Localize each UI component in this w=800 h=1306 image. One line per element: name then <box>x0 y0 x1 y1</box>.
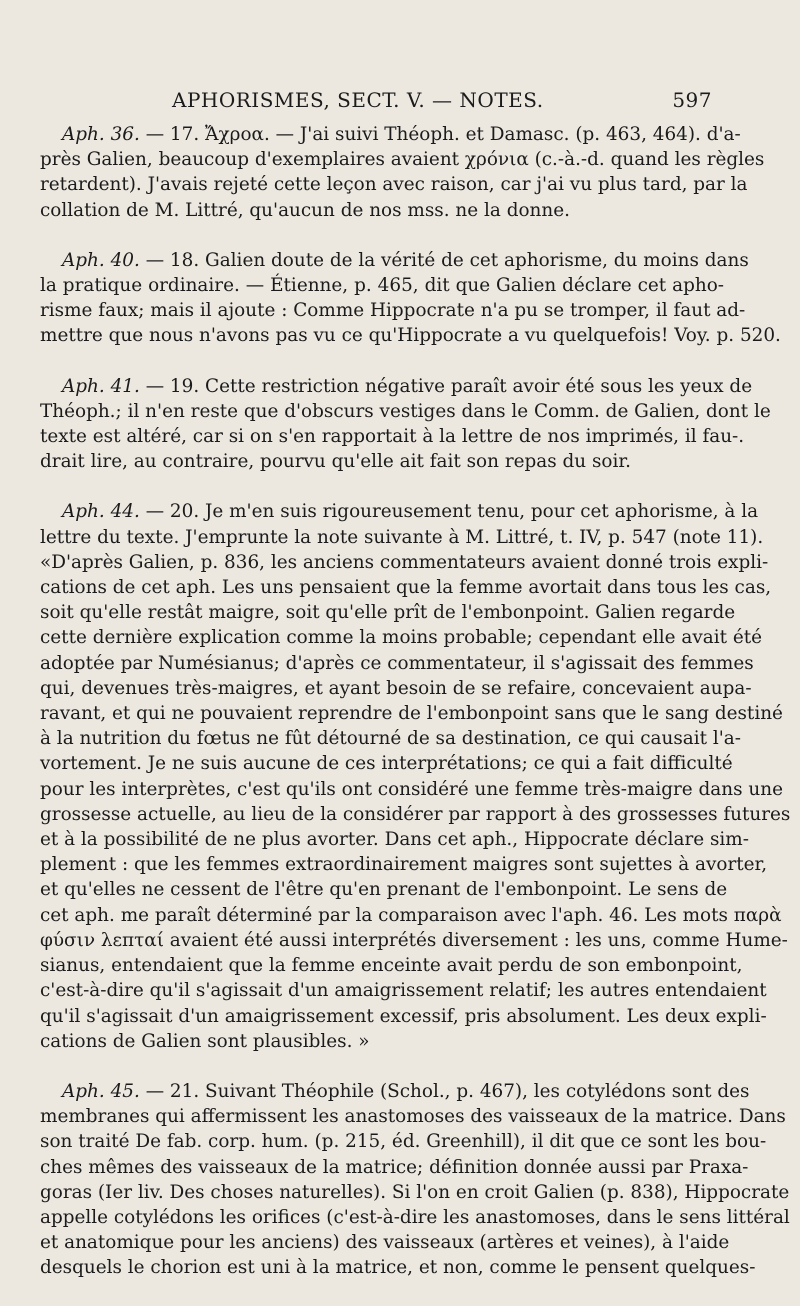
text-line: c'est-à-dire qu'il s'agissait d'un amaigrissement relatif; les autres entendaient <box>40 980 767 1002</box>
aphorism-reference: Aph. 44. <box>62 501 140 523</box>
text-line: Aph. 45. — 21. Suivant Théophile (Schol., p. 467), les cotylédons sont des <box>62 1080 750 1102</box>
text-line: lettre du texte. J'emprunte la note suivante à M. Littré, t. IV, p. 547 (note 11). <box>40 526 764 548</box>
text-line: cet aph. me paraît déterminé par la comparaison avec l'aph. 46. Les mots παρὰ <box>40 904 782 926</box>
text-line: plement : que les femmes extraordinairement maigres sont sujettes à avorter, <box>40 854 768 876</box>
text-line: membranes qui affermissent les anastomoses des vaisseaux de la matrice. Dans <box>40 1106 786 1128</box>
text-line: collation de M. Littré, qu'aucun de nos mss. ne la donne. <box>40 199 570 221</box>
aphorism-reference: Aph. 45. <box>62 1080 140 1102</box>
text-line: Aph. 36. — 17. Ἄχροα. — J'ai suivi Théoph. et Damasc. (p. 463, 464). d'a- <box>62 124 741 145</box>
text-line: texte est altéré, car si on s'en rapportait à la lettre de nos imprimés, il fau-. <box>40 426 745 448</box>
text-line: appelle cotylédons les orifices (c'est-à-dire les anastomoses, dans le sens littéral <box>40 1206 790 1228</box>
text-line: sianus, entendaient que la femme enceinte avait perdu de son embonpoint, <box>40 955 743 977</box>
note-paragraph <box>40 248 781 349</box>
note-paragraph <box>40 1079 790 1281</box>
text-line: mettre que nous n'avons pas vu ce qu'Hippocrate a vu quelquefois! Voy. p. 520. <box>40 325 781 347</box>
note-paragraph <box>40 122 765 223</box>
note-paragraph <box>40 499 791 1053</box>
text-line: soit qu'elle restât maigre, soit qu'elle prît de l'embonpoint. Galien regarde <box>40 602 736 624</box>
text-line: adoptée par Numésianus; d'après ce commentateur, il s'agissait des femmes <box>40 652 754 674</box>
running-title: APHORISMES, SECT. V. — NOTES. <box>172 88 544 112</box>
text-line: qu'il s'agissait d'un amaigrissement excessif, pris absolument. Les deux expli- <box>40 1005 767 1027</box>
text-line: son traité De fab. corp. hum. (p. 215, éd. Greenhill), il dit que ce sont les bou- <box>40 1131 767 1153</box>
text-line: près Galien, beaucoup d'exemplaires avaient χρόνια (c.-à.-d. quand les règles <box>40 149 765 171</box>
text-line: retardent). J'avais rejeté cette leçon avec raison, car j'ai vu plus tard, par la <box>40 174 748 196</box>
page-header <box>0 88 800 116</box>
aphorism-reference: Aph. 40. <box>62 249 140 271</box>
text-line: Aph. 41. — 19. Cette restriction négative paraît avoir été sous les yeux de <box>62 375 753 397</box>
text-line: φύσιν λεπταί avaient été aussi interprétés diversement : les uns, comme Hume- <box>40 929 788 951</box>
text-line: «D'après Galien, p. 836, les anciens commentateurs avaient donné trois expli- <box>40 551 769 573</box>
page-number: 597 <box>672 88 712 112</box>
text-line: et à la possibilité de ne plus avorter. Dans cet aph., Hippocrate déclare sim- <box>40 829 749 851</box>
aphorism-reference: Aph. 36. <box>62 124 140 145</box>
text-line: goras (Ier liv. Des choses naturelles). Si l'on en croit Galien (p. 838), Hippocrate <box>40 1181 790 1203</box>
text-line: drait lire, au contraire, pourvu qu'elle ait fait son repas du soir. <box>40 451 631 473</box>
aphorism-reference: Aph. 41. <box>62 375 140 397</box>
text-line: Aph. 44. — 20. Je m'en suis rigoureusement tenu, pour cet aphorisme, à la <box>62 501 759 523</box>
text-line: à la nutrition du fœtus ne fût détourné de sa destination, ce qui causait l'a- <box>40 728 741 750</box>
text-line: qui, devenues très-maigres, et ayant besoin de se refaire, concevaient aupa- <box>40 677 752 699</box>
text-line: desquels le chorion est uni à la matrice, et non, comme le pensent quelques- <box>40 1257 756 1279</box>
text-line: grossesse actuelle, au lieu de la considérer par rapport à des grossesses futures <box>40 803 791 825</box>
text-line: cations de cet aph. Les uns pensaient que la femme avortait dans tous les cas, <box>40 577 772 599</box>
text-line: Aph. 40. — 18. Galien doute de la vérité de cet aphorisme, du moins dans <box>62 249 749 271</box>
text-line: cations de Galien sont plausibles. » <box>40 1030 370 1052</box>
text-body <box>40 122 791 1306</box>
text-line: et anatomique pour les anciens) des vaisseaux (artères et veines), à l'aide <box>40 1232 730 1254</box>
text-line: la pratique ordinaire. — Étienne, p. 465, dit que Galien déclare cet apho- <box>40 275 724 297</box>
text-line: Théoph.; il n'en reste que d'obscurs vestiges dans le Comm. de Galien, dont le <box>40 400 771 422</box>
text-line: pour les interprètes, c'est qu'ils ont considéré une femme très-maigre dans une <box>40 778 783 800</box>
text-line: cette dernière explication comme la moins probable; cependant elle avait été <box>40 627 762 649</box>
note-paragraph <box>40 374 771 475</box>
text-line: ches mêmes des vaisseaux de la matrice; définition donnée aussi par Praxa- <box>40 1156 749 1178</box>
text-line: ravant, et qui ne pouvaient reprendre de l'embonpoint sans que le sang destiné <box>40 703 783 725</box>
text-line: risme faux; mais il ajoute : Comme Hippocrate n'a pu se tromper, il faut ad- <box>40 300 746 322</box>
text-line: vortement. Je ne suis aucune de ces interprétations; ce qui a fait difficulté <box>40 753 733 775</box>
text-line: et qu'elles ne cessent de l'être qu'en prenant de l'embonpoint. Le sens de <box>40 879 728 901</box>
